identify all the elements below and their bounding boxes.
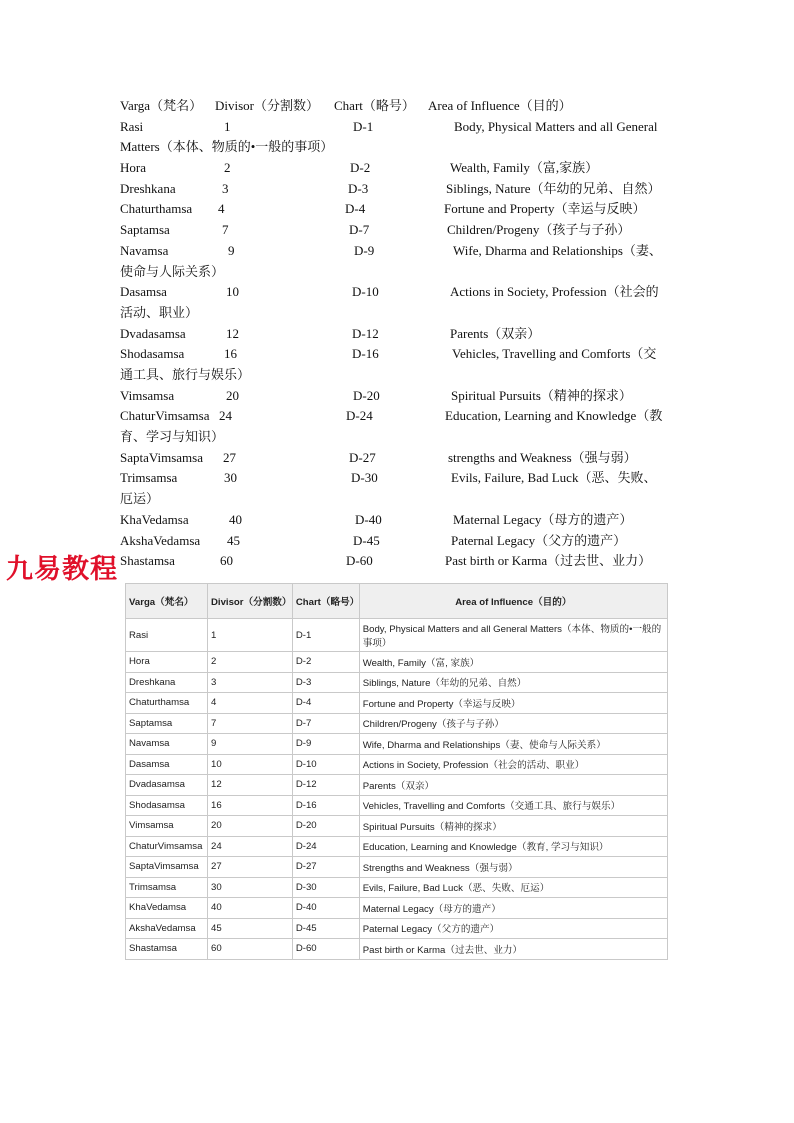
text-varga: Shastamsa — [120, 553, 175, 569]
cell-chart: D-10 — [292, 754, 359, 775]
text-divisor: 16 — [224, 346, 237, 362]
table-row — [126, 918, 668, 939]
text-area: Vehicles, Travelling and Comforts（交 — [452, 346, 657, 362]
cell-divisor: 3 — [207, 672, 292, 693]
cell-chart: D-40 — [292, 898, 359, 919]
text-chart: D-20 — [353, 387, 380, 403]
text-divisor: 9 — [228, 242, 235, 258]
cell-varga: Vimsamsa — [126, 816, 208, 837]
table-row — [126, 652, 668, 673]
text-divisor: 60 — [220, 553, 233, 569]
text-chart: D-40 — [355, 511, 382, 527]
table-header-divisor: Divisor（分割数） — [207, 584, 292, 619]
cell-area: Spiritual Pursuits（精神的探求） — [359, 816, 667, 837]
text-varga: SaptaVimsamsa — [120, 449, 203, 465]
text-area: Fortune and Property（幸运与反映） — [444, 201, 646, 217]
text-header-area: Area of Influence（目的） — [428, 98, 572, 113]
table-row — [126, 754, 668, 775]
cell-varga: Navamsa — [126, 734, 208, 755]
text-list-row — [120, 220, 680, 241]
cell-divisor: 40 — [207, 898, 292, 919]
cell-divisor: 24 — [207, 836, 292, 857]
text-area: Spiritual Pursuits（精神的探求） — [451, 387, 632, 403]
text-varga: Chaturthamsa — [120, 201, 193, 217]
text-list-row — [120, 406, 680, 447]
text-area-continued: Matters（本体、物质的•一般的事项） — [120, 139, 334, 155]
text-header-varga: Varga（梵名） — [120, 98, 203, 113]
text-chart: D-27 — [349, 449, 376, 465]
text-chart: D-24 — [346, 408, 373, 424]
text-divisor: 30 — [224, 470, 237, 486]
cell-area: Fortune and Property（幸运与反映） — [359, 693, 667, 714]
cell-divisor: 9 — [207, 734, 292, 755]
text-chart: D-2 — [350, 160, 371, 176]
text-varga: ChaturVimsamsa — [120, 408, 210, 424]
text-area: Wife, Dharma and Relationships（妻、 — [453, 242, 662, 258]
text-chart: D-30 — [351, 470, 378, 486]
text-list-row — [120, 179, 680, 200]
text-list-row — [120, 241, 680, 282]
cell-varga: Hora — [126, 652, 208, 673]
table-header-area: Area of Influence（目的） — [359, 584, 667, 619]
cell-chart: D-30 — [292, 877, 359, 898]
table-header-chart: Chart（略号） — [292, 584, 359, 619]
cell-area: Vehicles, Travelling and Comforts（交通工具、旅行与娱乐） — [359, 795, 667, 816]
cell-varga: Rasi — [126, 619, 208, 652]
text-area: Actions in Society, Profession（社会的 — [450, 284, 659, 300]
text-area-continued: 使命与人际关系） — [120, 263, 225, 279]
table-row — [126, 836, 668, 857]
cell-chart: D-4 — [292, 693, 359, 714]
text-area: Maternal Legacy（母方的遗产） — [453, 511, 633, 527]
text-varga: Navamsa — [120, 242, 169, 258]
cell-divisor: 4 — [207, 693, 292, 714]
text-chart: D-4 — [345, 201, 366, 217]
table-row — [126, 816, 668, 837]
text-list-row — [120, 282, 680, 323]
cell-chart: D-2 — [292, 652, 359, 673]
text-varga: Shodasamsa — [120, 346, 185, 362]
text-list-row — [120, 531, 680, 552]
table-header-row — [126, 584, 668, 619]
text-area: Past birth or Karma（过去世、业力） — [445, 553, 652, 569]
cell-varga: KhaVedamsa — [126, 898, 208, 919]
text-area: Wealth, Family（富,家族） — [450, 160, 599, 176]
text-divisor: 45 — [227, 532, 240, 548]
text-divisor: 10 — [226, 284, 239, 300]
cell-divisor: 1 — [207, 619, 292, 652]
table-row — [126, 713, 668, 734]
cell-divisor: 30 — [207, 877, 292, 898]
text-chart: D-1 — [353, 118, 374, 134]
text-varga: Vimsamsa — [120, 387, 175, 403]
varga-table-container — [125, 583, 668, 960]
text-chart: D-9 — [354, 242, 375, 258]
text-list-rows — [120, 117, 680, 572]
text-varga: Dvadasamsa — [120, 325, 186, 341]
text-list-row — [120, 158, 680, 179]
cell-chart: D-9 — [292, 734, 359, 755]
text-list-row — [120, 510, 680, 531]
cell-chart: D-3 — [292, 672, 359, 693]
text-divisor: 27 — [223, 449, 236, 465]
text-list-row — [120, 344, 680, 385]
cell-chart: D-45 — [292, 918, 359, 939]
text-area: strengths and Weakness（强与弱） — [448, 449, 637, 465]
text-chart: D-10 — [352, 284, 379, 300]
cell-chart: D-20 — [292, 816, 359, 837]
cell-divisor: 10 — [207, 754, 292, 775]
cell-chart: D-12 — [292, 775, 359, 796]
text-area: Paternal Legacy（父方的遗产） — [451, 532, 627, 548]
cell-varga: Chaturthamsa — [126, 693, 208, 714]
text-divisor: 2 — [224, 160, 231, 176]
cell-varga: Dasamsa — [126, 754, 208, 775]
table-row — [126, 795, 668, 816]
text-header-divisor: Divisor（分割数） — [215, 98, 320, 113]
cell-divisor: 2 — [207, 652, 292, 673]
text-area: Evils, Failure, Bad Luck（恶、失败、 — [451, 470, 657, 486]
text-divisor: 40 — [229, 511, 242, 527]
cell-varga: Saptamsa — [126, 713, 208, 734]
text-list-row — [120, 448, 680, 469]
table-row — [126, 734, 668, 755]
table-row — [126, 898, 668, 919]
text-chart: D-60 — [346, 553, 373, 569]
cell-varga: ChaturVimsamsa — [126, 836, 208, 857]
text-header-chart: Chart（略号） — [334, 98, 415, 113]
table-row — [126, 775, 668, 796]
cell-divisor: 7 — [207, 713, 292, 734]
text-area: Parents（双亲） — [450, 325, 541, 341]
cell-chart: D-27 — [292, 857, 359, 878]
text-divisor: 1 — [224, 118, 231, 134]
cell-area: Wife, Dharma and Relationships（妻、使命与人际关系） — [359, 734, 667, 755]
cell-area: Siblings, Nature（年幼的兄弟、自然） — [359, 672, 667, 693]
text-area-continued: 活动、职业） — [120, 304, 199, 320]
text-area-continued: 育、学习与知识） — [120, 429, 225, 445]
cell-area: Past birth or Karma（过去世、业力） — [359, 939, 667, 960]
table-row — [126, 857, 668, 878]
varga-text-list — [120, 96, 680, 572]
cell-chart: D-60 — [292, 939, 359, 960]
text-varga: KhaVedamsa — [120, 511, 189, 527]
text-divisor: 12 — [226, 325, 239, 341]
watermark-logo: 九易教程 — [6, 547, 118, 586]
text-list-header — [120, 96, 680, 117]
text-area: Children/Progeny（孩子与子孙） — [447, 222, 631, 238]
cell-area: Parents（双亲） — [359, 775, 667, 796]
text-area: Education, Learning and Knowledge（教 — [445, 408, 663, 424]
text-divisor: 7 — [222, 222, 229, 238]
table-row — [126, 939, 668, 960]
text-varga: Dreshkana — [120, 180, 176, 196]
cell-area: Strengths and Weakness（强与弱） — [359, 857, 667, 878]
cell-area: Actions in Society, Profession（社会的活动、职业） — [359, 754, 667, 775]
cell-varga: AkshaVedamsa — [126, 918, 208, 939]
text-varga: Hora — [120, 160, 146, 176]
text-divisor: 24 — [219, 408, 232, 424]
cell-divisor: 45 — [207, 918, 292, 939]
table-header-varga: Varga（梵名） — [126, 584, 208, 619]
text-area: Siblings, Nature（年幼的兄弟、自然） — [446, 180, 661, 196]
table-row — [126, 693, 668, 714]
text-area-continued: 厄运） — [120, 491, 160, 507]
cell-divisor: 20 — [207, 816, 292, 837]
cell-varga: Dvadasamsa — [126, 775, 208, 796]
cell-divisor: 27 — [207, 857, 292, 878]
text-chart: D-12 — [352, 325, 379, 341]
cell-chart: D-7 — [292, 713, 359, 734]
text-list-row — [120, 199, 680, 220]
cell-divisor: 12 — [207, 775, 292, 796]
table-body — [126, 619, 668, 960]
cell-area: Maternal Legacy（母方的遗产） — [359, 898, 667, 919]
cell-chart: D-1 — [292, 619, 359, 652]
table-row — [126, 619, 668, 652]
text-varga: Rasi — [120, 118, 144, 134]
cell-area: Evils, Failure, Bad Luck（恶、失败、厄运） — [359, 877, 667, 898]
cell-area: Wealth, Family（富, 家族） — [359, 652, 667, 673]
cell-area: Education, Learning and Knowledge（教育, 学习与知识） — [359, 836, 667, 857]
cell-varga: Trimsamsa — [126, 877, 208, 898]
cell-varga: SaptaVimsamsa — [126, 857, 208, 878]
cell-area: Body, Physical Matters and all General Matters（本体、物质的•一般的事项） — [359, 619, 667, 652]
cell-chart: D-16 — [292, 795, 359, 816]
cell-area: Paternal Legacy（父方的遗产） — [359, 918, 667, 939]
text-area-continued: 通工具、旅行与娱乐） — [120, 366, 251, 382]
text-list-row — [120, 551, 680, 572]
text-area: Body, Physical Matters and all General — [454, 118, 658, 134]
text-varga: Saptamsa — [120, 222, 170, 238]
text-chart: D-45 — [353, 532, 380, 548]
table-row — [126, 672, 668, 693]
cell-varga: Shodasamsa — [126, 795, 208, 816]
text-list-row — [120, 324, 680, 345]
cell-chart: D-24 — [292, 836, 359, 857]
text-divisor: 3 — [222, 180, 229, 196]
varga-table — [125, 583, 668, 960]
text-varga: Dasamsa — [120, 284, 167, 300]
cell-divisor: 60 — [207, 939, 292, 960]
text-varga: Trimsamsa — [120, 470, 178, 486]
text-divisor: 4 — [218, 201, 225, 217]
table-row — [126, 877, 668, 898]
cell-varga: Shastamsa — [126, 939, 208, 960]
text-varga: AkshaVedamsa — [120, 532, 201, 548]
cell-varga: Dreshkana — [126, 672, 208, 693]
cell-divisor: 16 — [207, 795, 292, 816]
text-list-row — [120, 117, 680, 158]
text-chart: D-3 — [348, 180, 369, 196]
text-list-row — [120, 386, 680, 407]
text-divisor: 20 — [226, 387, 239, 403]
text-chart: D-16 — [352, 346, 379, 362]
cell-area: Children/Progeny（孩子与子孙） — [359, 713, 667, 734]
text-chart: D-7 — [349, 222, 370, 238]
text-list-row — [120, 468, 680, 509]
